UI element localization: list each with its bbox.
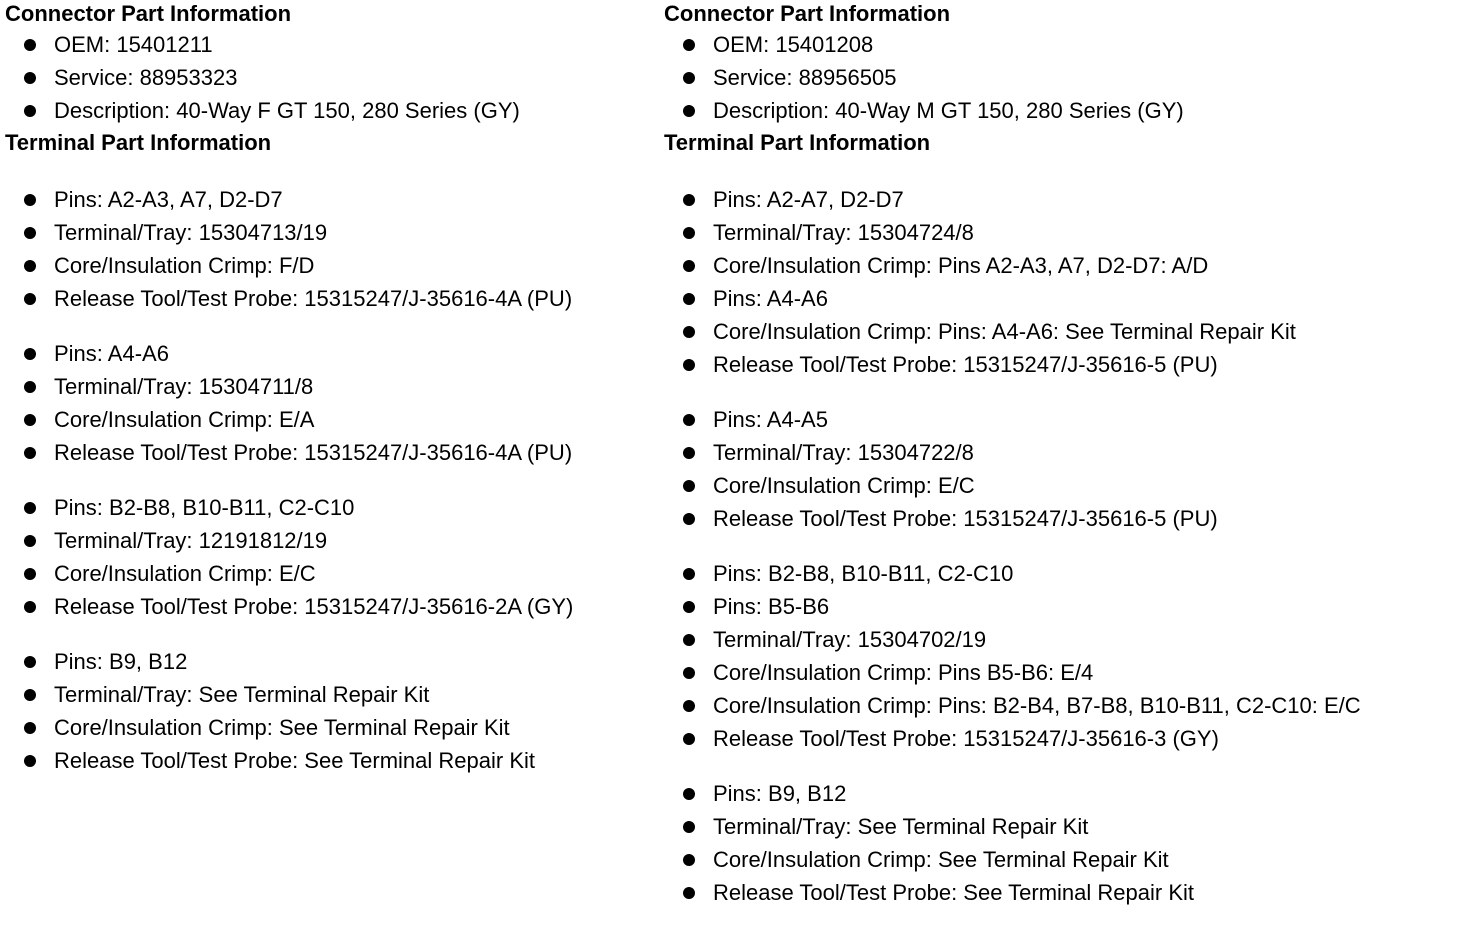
list-item-text: Terminal/Tray: See Terminal Repair Kit xyxy=(713,814,1089,839)
list-item-text: Release Tool/Test Probe: See Terminal Repair Kit xyxy=(713,880,1194,905)
list-item-text: Release Tool/Test Probe: 15315247/J-35616-3 (GY) xyxy=(713,726,1219,751)
bullet-icon xyxy=(683,260,695,272)
bullet-icon xyxy=(24,260,36,272)
list-item-text: Pins: A4-A6 xyxy=(54,341,169,366)
list-item xyxy=(664,843,1464,876)
list-item xyxy=(5,590,655,623)
terminal-list xyxy=(5,645,655,777)
list-item xyxy=(5,524,655,557)
bullet-icon xyxy=(683,667,695,679)
bullet-icon xyxy=(683,447,695,459)
list-item-text: Core/Insulation Crimp: Pins: A4-A6: See Terminal Repair Kit xyxy=(713,319,1296,344)
bullet-icon xyxy=(683,227,695,239)
list-item xyxy=(664,249,1464,282)
list-item xyxy=(5,557,655,590)
list-item-text: Core/Insulation Crimp: Pins B5-B6: E/4 xyxy=(713,660,1094,685)
list-item-text: Service: 88956505 xyxy=(713,65,897,90)
bullet-icon xyxy=(683,39,695,51)
list-item xyxy=(664,689,1464,722)
list-item-text: Terminal/Tray: 15304722/8 xyxy=(713,440,974,465)
list-item xyxy=(664,403,1464,436)
terminal-group xyxy=(664,557,1464,755)
bullet-icon xyxy=(24,105,36,117)
terminal-list xyxy=(664,557,1464,755)
list-item xyxy=(664,810,1464,843)
bullet-icon xyxy=(24,72,36,84)
bullet-icon xyxy=(24,755,36,767)
bullet-icon xyxy=(683,821,695,833)
terminal-list xyxy=(5,491,655,623)
list-item-text: Release Tool/Test Probe: 15315247/J-35616-5 (PU) xyxy=(713,506,1218,531)
terminal-list xyxy=(5,183,655,315)
list-item-text: Pins: B9, B12 xyxy=(54,649,188,674)
list-item-text: Release Tool/Test Probe: 15315247/J-35616-2A (GY) xyxy=(54,594,574,619)
bullet-icon xyxy=(683,733,695,745)
list-item xyxy=(5,711,655,744)
right-column xyxy=(664,0,1464,909)
list-item-text: Terminal/Tray: 15304724/8 xyxy=(713,220,974,245)
connector-heading: Connector Part Information xyxy=(664,1,951,26)
list-item xyxy=(5,744,655,777)
connector-list xyxy=(664,28,1464,127)
list-item xyxy=(664,502,1464,535)
list-item xyxy=(5,249,655,282)
list-item xyxy=(664,61,1464,94)
bullet-icon xyxy=(683,700,695,712)
bullet-icon xyxy=(24,39,36,51)
list-item xyxy=(5,645,655,678)
bullet-icon xyxy=(683,293,695,305)
list-item-text: Core/Insulation Crimp: F/D xyxy=(54,253,315,278)
bullet-icon xyxy=(683,854,695,866)
bullet-icon xyxy=(683,634,695,646)
bullet-icon xyxy=(24,414,36,426)
bullet-icon xyxy=(24,601,36,613)
list-item xyxy=(5,61,655,94)
terminal-group xyxy=(5,645,655,777)
list-item-text: OEM: 15401208 xyxy=(713,32,874,57)
list-item-text: Terminal/Tray: 12191812/19 xyxy=(54,528,328,553)
list-item-text: Description: 40-Way M GT 150, 280 Series (GY) xyxy=(713,98,1184,123)
list-item-text: Terminal/Tray: 15304702/19 xyxy=(713,627,987,652)
list-item-text: Description: 40-Way F GT 150, 280 Series (GY) xyxy=(54,98,520,123)
bullet-icon xyxy=(24,227,36,239)
bullet-icon xyxy=(683,359,695,371)
list-item-text: OEM: 15401211 xyxy=(54,32,213,57)
list-item xyxy=(5,183,655,216)
list-item xyxy=(5,491,655,524)
terminal-heading: Terminal Part Information xyxy=(5,130,272,155)
list-item-text: Core/Insulation Crimp: E/A xyxy=(54,407,315,432)
terminal-group xyxy=(664,777,1464,909)
list-item xyxy=(664,876,1464,909)
terminal-list xyxy=(5,337,655,469)
list-item-text: Terminal/Tray: See Terminal Repair Kit xyxy=(54,682,430,707)
bullet-icon xyxy=(683,72,695,84)
terminal-list xyxy=(664,403,1464,535)
bullet-icon xyxy=(24,293,36,305)
bullet-icon xyxy=(683,480,695,492)
terminal-list xyxy=(664,183,1464,381)
connector-heading: Connector Part Information xyxy=(5,1,292,26)
list-item xyxy=(5,337,655,370)
list-item xyxy=(5,28,655,61)
list-item xyxy=(664,436,1464,469)
list-item-text: Terminal/Tray: 15304711/8 xyxy=(54,374,314,399)
list-item xyxy=(664,348,1464,381)
list-item xyxy=(5,678,655,711)
list-item xyxy=(664,282,1464,315)
list-item-text: Pins: A4-A5 xyxy=(713,407,828,432)
list-item-text: Release Tool/Test Probe: 15315247/J-35616-4A (PU) xyxy=(54,286,573,311)
list-item-text: Pins: B2-B8, B10-B11, C2-C10 xyxy=(713,561,1014,586)
list-item xyxy=(5,370,655,403)
bullet-icon xyxy=(24,447,36,459)
list-item-text: Core/Insulation Crimp: E/C xyxy=(54,561,316,586)
list-item-text: Core/Insulation Crimp: See Terminal Repair Kit xyxy=(54,715,510,740)
bullet-icon xyxy=(24,381,36,393)
bullet-icon xyxy=(24,568,36,580)
bullet-icon xyxy=(683,601,695,613)
bullet-icon xyxy=(683,568,695,580)
list-item-text: Pins: B2-B8, B10-B11, C2-C10 xyxy=(54,495,355,520)
terminal-group xyxy=(664,183,1464,381)
bullet-icon xyxy=(24,502,36,514)
list-item xyxy=(5,282,655,315)
bullet-icon xyxy=(24,689,36,701)
list-item xyxy=(664,722,1464,755)
list-item xyxy=(664,183,1464,216)
bullet-icon xyxy=(683,414,695,426)
list-item xyxy=(664,28,1464,61)
list-item-text: Core/Insulation Crimp: Pins: B2-B4, B7-B8, B10-B11, C2-C10: E/C xyxy=(713,693,1361,718)
list-item-text: Service: 88953323 xyxy=(54,65,238,90)
bullet-icon xyxy=(24,722,36,734)
connector-list xyxy=(5,28,655,127)
list-item-text: Release Tool/Test Probe: 15315247/J-35616-5 (PU) xyxy=(713,352,1218,377)
list-item xyxy=(664,623,1464,656)
list-item-text: Pins: B5-B6 xyxy=(713,594,830,619)
bullet-icon xyxy=(24,656,36,668)
list-item-text: Core/Insulation Crimp: See Terminal Repair Kit xyxy=(713,847,1169,872)
list-item-text: Pins: A4-A6 xyxy=(713,286,828,311)
bullet-icon xyxy=(683,788,695,800)
list-item-text: Core/Insulation Crimp: E/C xyxy=(713,473,975,498)
list-item xyxy=(664,777,1464,810)
terminal-group xyxy=(5,337,655,469)
list-item xyxy=(5,216,655,249)
list-item xyxy=(5,403,655,436)
terminal-list xyxy=(664,777,1464,909)
bullet-icon xyxy=(683,105,695,117)
terminal-group xyxy=(5,491,655,623)
list-item-text: Release Tool/Test Probe: 15315247/J-35616-4A (PU) xyxy=(54,440,573,465)
terminal-group xyxy=(5,183,655,315)
bullet-icon xyxy=(24,194,36,206)
bullet-icon xyxy=(683,887,695,899)
left-column xyxy=(5,0,655,777)
bullet-icon xyxy=(24,348,36,360)
terminal-heading: Terminal Part Information xyxy=(664,130,931,155)
bullet-icon xyxy=(683,194,695,206)
terminal-group xyxy=(664,403,1464,535)
list-item-text: Terminal/Tray: 15304713/19 xyxy=(54,220,328,245)
list-item-text: Release Tool/Test Probe: See Terminal Repair Kit xyxy=(54,748,535,773)
list-item xyxy=(664,590,1464,623)
list-item xyxy=(664,94,1464,127)
list-item xyxy=(5,436,655,469)
list-item xyxy=(664,557,1464,590)
list-item-text: Pins: B9, B12 xyxy=(713,781,847,806)
list-item xyxy=(5,94,655,127)
list-item-text: Core/Insulation Crimp: Pins A2-A3, A7, D2-D7: A/D xyxy=(713,253,1209,278)
bullet-icon xyxy=(24,535,36,547)
list-item xyxy=(664,216,1464,249)
list-item xyxy=(664,315,1464,348)
list-item-text: Pins: A2-A7, D2-D7 xyxy=(713,187,904,212)
list-item xyxy=(664,656,1464,689)
list-item-text: Pins: A2-A3, A7, D2-D7 xyxy=(54,187,283,212)
bullet-icon xyxy=(683,513,695,525)
list-item xyxy=(664,469,1464,502)
bullet-icon xyxy=(683,326,695,338)
